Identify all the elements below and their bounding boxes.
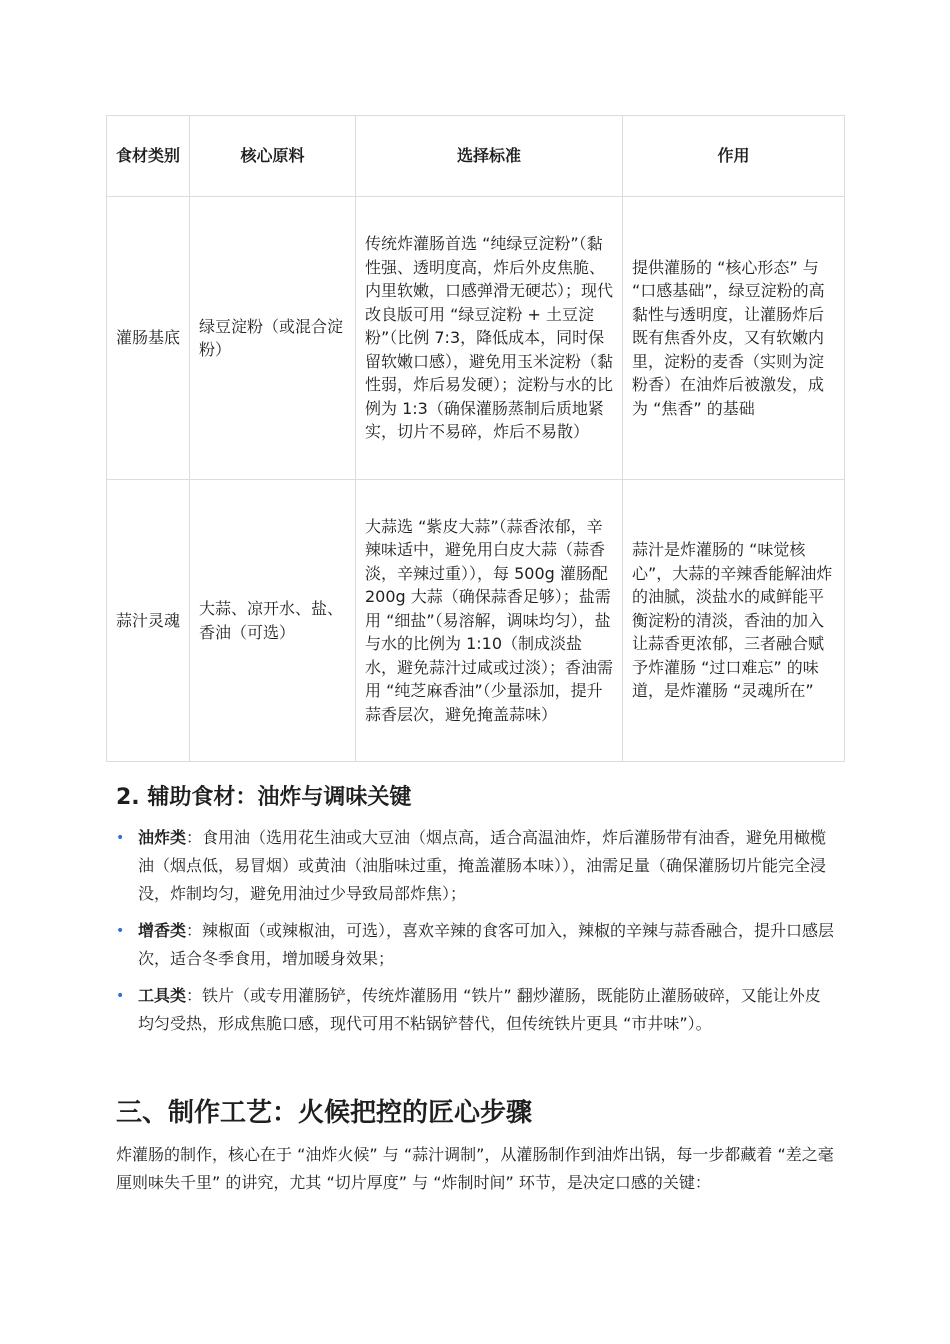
list-item xyxy=(116,982,836,1038)
cell-category: 蒜汁灵魂 xyxy=(107,480,190,762)
item-text: 食用油（选用花生油或大豆油（烟点高，适合高温油炸，炸后灌肠带有油香，避免用橄榄油（烟点低，易冒烟）或黄油（油脂味过重，掩盖灌肠本味）），油需足量（确保灌肠切片能完全浸没，炸制均匀，避免用油过少导致局部炸焦）； xyxy=(138,828,827,903)
table-row xyxy=(107,197,845,480)
section-heading-process: 三、制作工艺：火候把控的匠心步骤 xyxy=(116,1098,533,1128)
cell-ingredients: 大蒜、凉开水、盐、香油（可选） xyxy=(190,480,356,762)
auxiliary-ingredients-list xyxy=(116,824,836,1047)
header-effect: 作用 xyxy=(623,116,845,197)
cell-criteria: 大蒜选 “紫皮大蒜”（蒜香浓郁，辛辣味适中，避免用白皮大蒜（蒜香淡，辛辣过重）），每 500g 灌肠配 200g 大蒜（确保蒜香足够）；盐需用 “细盐”（易溶解，调味均匀），盐与水的比例为 1:10（制成淡盐水，避免蒜汁过咸或过淡）；香油需用 “纯芝麻香油”（少量添加，提升蒜香层次，避免掩盖蒜味） xyxy=(356,480,623,762)
item-separator: ： xyxy=(186,921,203,940)
section-heading-auxiliary: 2. 辅助食材：油炸与调味关键 xyxy=(116,785,412,810)
list-item xyxy=(116,824,836,908)
cell-ingredients: 绿豆淀粉（或混合淀粉） xyxy=(190,197,356,480)
bullet-icon: • xyxy=(116,923,125,939)
item-label: 油炸类 xyxy=(138,828,187,847)
header-criteria: 选择标准 xyxy=(356,116,623,197)
item-separator: ： xyxy=(186,986,203,1005)
cell-criteria: 传统炸灌肠首选 “纯绿豆淀粉”（黏性强、透明度高，炸后外皮焦脆、内里软嫩，口感弹滑无硬芯）；现代改良版可用 “绿豆淀粉 + 土豆淀粉”（比例 7:3，降低成本，同时保留软嫩口感），避免用玉米淀粉（黏性弱，炸后易发硬）；淀粉与水的比例为 1:3（确保灌肠蒸制后质地紧实，切片不易碎，炸后不易散） xyxy=(356,197,623,480)
ingredients-table xyxy=(106,115,845,762)
cell-effect: 提供灌肠的 “核心形态” 与 “口感基础”，绿豆淀粉的高黏性与透明度，让灌肠炸后既有焦香外皮，又有软嫩内里，淀粉的麦香（实则为淀粉香）在油炸后被激发，成为 “焦香” 的基础 xyxy=(623,197,845,480)
cell-effect: 蒜汁是炸灌肠的 “味觉核心”，大蒜的辛辣香能解油炸的油腻，淡盐水的咸鲜能平衡淀粉的清淡，香油的加入让蒜香更浓郁，三者融合赋予炸灌肠 “过口难忘” 的味道，是炸灌肠 “灵魂所在” xyxy=(623,480,845,762)
header-ingredients: 核心原料 xyxy=(190,116,356,197)
table-row xyxy=(107,480,845,762)
item-separator: ： xyxy=(186,828,203,847)
item-text: 辣椒面（或辣椒油，可选），喜欢辛辣的食客可加入，辣椒的辛辣与蒜香融合，提升口感层次，适合冬季食用，增加暖身效果； xyxy=(138,921,835,968)
item-text: 铁片（或专用灌肠铲，传统炸灌肠用 “铁片” 翻炒灌肠，既能防止灌肠破碎，又能让外皮均匀受热，形成焦脆口感，现代可用不粘锅铲替代，但传统铁片更具 “市井味”）。 xyxy=(138,986,821,1033)
header-category: 食材类别 xyxy=(107,116,190,197)
table-header-row xyxy=(107,116,845,197)
item-label: 工具类 xyxy=(138,986,187,1005)
process-intro-paragraph: 炸灌肠的制作，核心在于 “油炸火候” 与 “蒜汁调制”，从灌肠制作到油炸出锅，每一步都藏着 “差之毫厘则味失千里” 的讲究，尤其 “切片厚度” 与 “炸制时间” 环节，是决定口感的关键： xyxy=(116,1145,834,1192)
item-label: 增香类 xyxy=(138,921,187,940)
list-item xyxy=(116,917,836,973)
bullet-icon: • xyxy=(116,830,125,846)
bullet-icon: • xyxy=(116,988,125,1004)
cell-category: 灌肠基底 xyxy=(107,197,190,480)
